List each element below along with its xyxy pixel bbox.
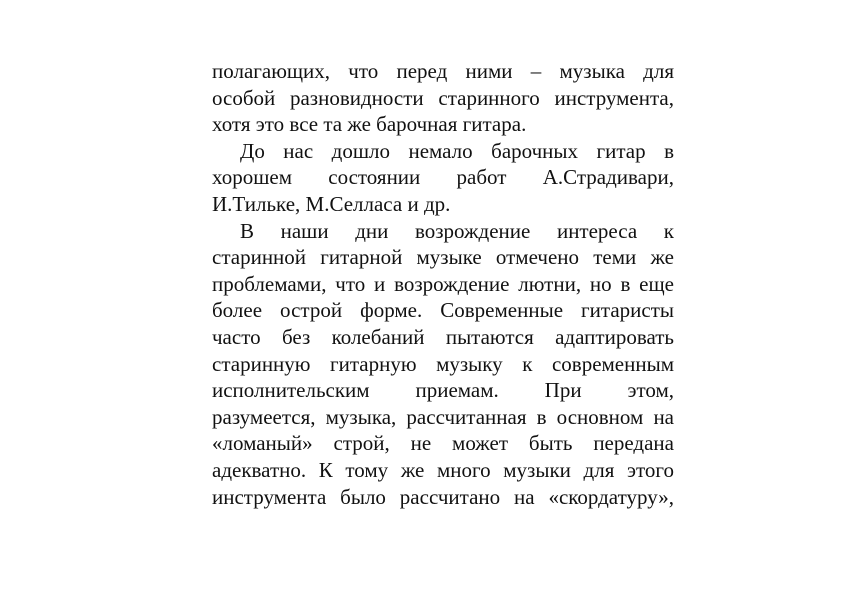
text-line: «ломаный» строй, не может быть передана (212, 431, 674, 456)
text-line: более острой форме. Современные гитаристы (212, 298, 674, 323)
text-line: исполнительским приемам. При этом, (212, 378, 674, 403)
text-line: проблемами, что и возрождение лютни, но в еще (212, 271, 674, 296)
text-line: хорошем состоянии работ А.Страдивари, (212, 165, 674, 190)
text-line: разумеется, музыка, рассчитанная в основном на (212, 404, 674, 429)
text-line: адекватно. К тому же много музыки для этого (212, 457, 674, 482)
text-line: часто без колебаний пытаются адаптировать (212, 324, 674, 349)
text-line: И.Тильке, М.Селласа и др. (212, 191, 451, 216)
text-line: старинную гитарную музыку к современным (212, 351, 674, 376)
paragraph-1 (212, 58, 674, 138)
paragraph-2 (212, 138, 674, 218)
body-text (212, 58, 674, 510)
text-line: особой разновидности старинного инструмента, (212, 85, 674, 110)
text-line: хотя это все та же барочная гитара. (212, 112, 527, 137)
text-line: полагающих, что перед ними – музыка для (212, 59, 674, 83)
text-line: инструмента было рассчитано на «скордатуру», (212, 484, 674, 509)
text-line: До нас дошло немало барочных гитар в (240, 138, 674, 163)
paragraph-3 (212, 218, 674, 511)
text-line: В наши дни возрождение интереса к (240, 218, 674, 243)
text-line: старинной гитарной музыке отмечено теми же (212, 245, 674, 270)
